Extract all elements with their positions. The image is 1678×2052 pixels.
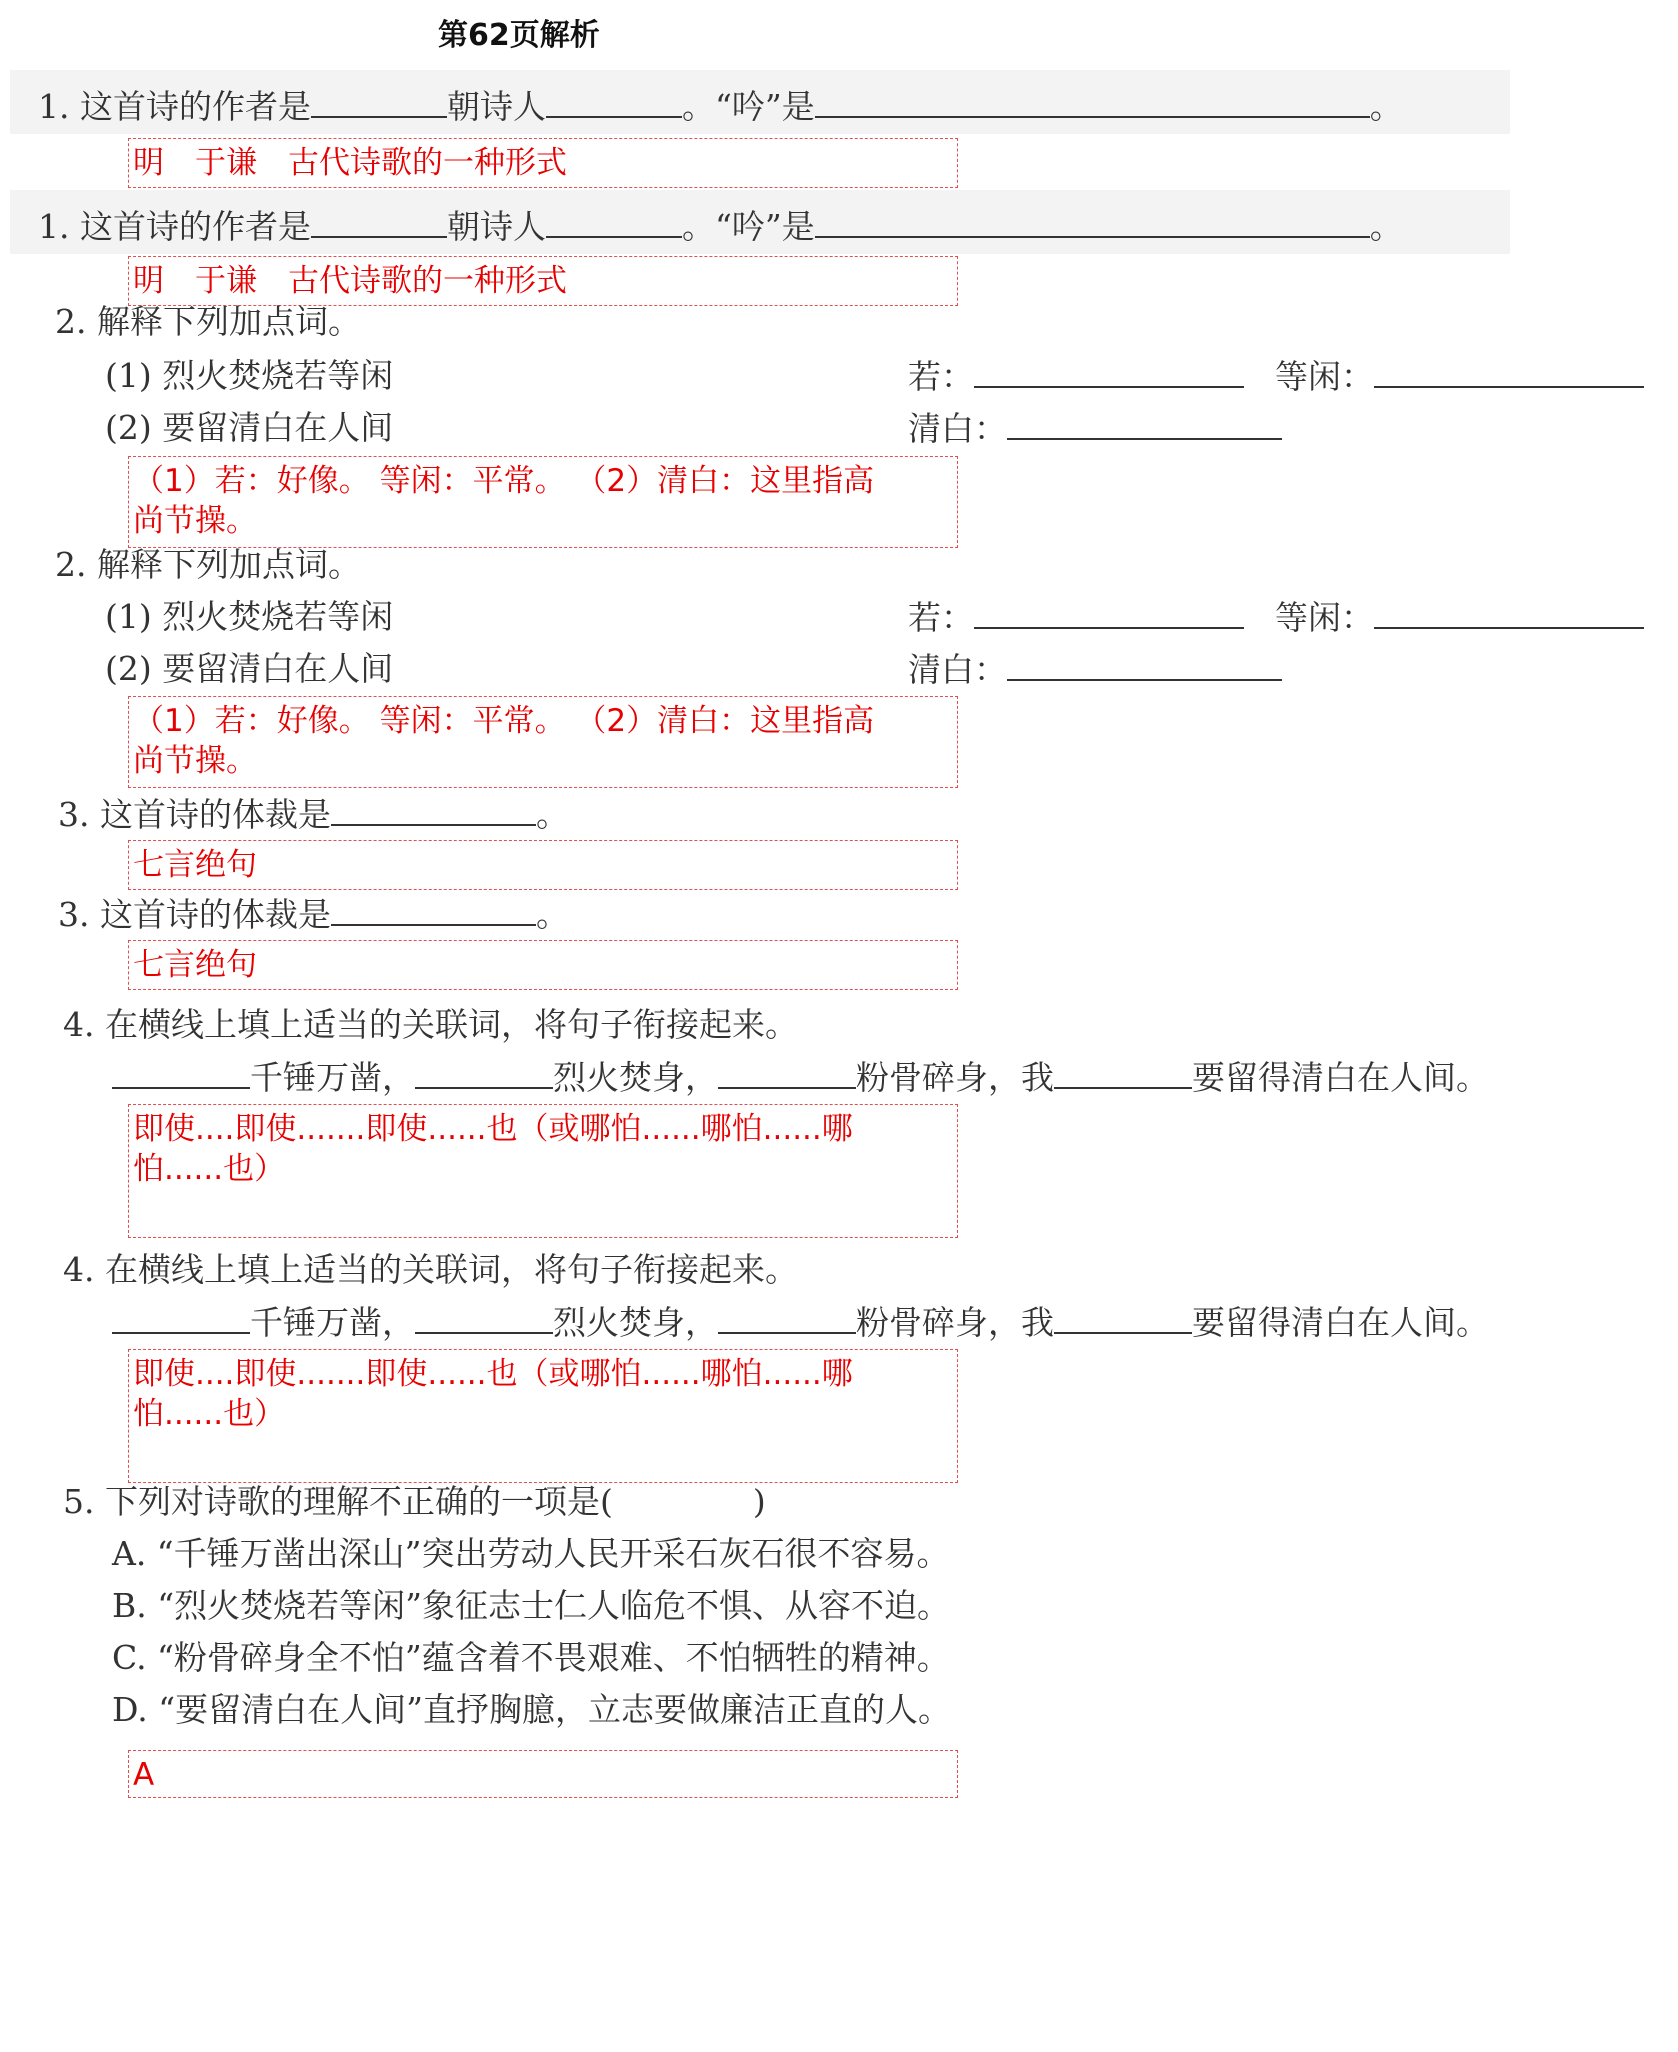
q3-text: 3. 这首诗的体裁是 bbox=[58, 795, 331, 834]
blank bbox=[718, 1057, 856, 1089]
question-3 bbox=[58, 794, 569, 835]
option-b: B. “烈火焚烧若等闲”象征志士仁人临危不惧、从容不迫。 bbox=[112, 1586, 950, 1625]
question-2-item-1: (1) 烈火焚烧若等闲 bbox=[105, 356, 394, 395]
question-2-heading: 2. 解释下列加点词。 bbox=[55, 545, 361, 584]
option-d: D. “要留清白在人间”直抒胸臆，立志要做廉洁正直的人。 bbox=[112, 1690, 952, 1729]
blank bbox=[1007, 408, 1282, 440]
answer-line: 即使....即使.......即使......也（或哪怕......哪怕......哪 bbox=[133, 1356, 853, 1392]
q4-part: 粉骨碎身，我 bbox=[856, 1303, 1054, 1342]
q4-part: 烈火焚身， bbox=[553, 1303, 718, 1342]
blank bbox=[112, 1057, 250, 1089]
answer-box-q3: 七言绝句 bbox=[128, 840, 958, 890]
option-a: A. “千锤万凿出深山”突出劳动人民开采石灰石很不容易。 bbox=[112, 1534, 950, 1573]
question-2-heading: 2. 解释下列加点词。 bbox=[55, 302, 361, 341]
q3-text-end: 。 bbox=[535, 795, 569, 834]
blank bbox=[1054, 1057, 1192, 1089]
q4-part: 千锤万凿， bbox=[250, 1303, 415, 1342]
question-1 bbox=[38, 86, 1403, 127]
answer-line: 尚节操。 bbox=[133, 503, 257, 539]
blank bbox=[546, 206, 682, 238]
q5-heading-end: ) bbox=[752, 1482, 766, 1521]
q4-part: 要留得清白在人间。 bbox=[1192, 1058, 1489, 1097]
label-dengxian bbox=[1275, 356, 1644, 397]
q4-part: 粉骨碎身，我 bbox=[856, 1058, 1054, 1097]
label-text: 等闲： bbox=[1275, 357, 1374, 396]
q1-text-a: 1. 这首诗的作者是 bbox=[38, 87, 311, 126]
label-text: 清白： bbox=[908, 650, 1007, 689]
blank bbox=[546, 86, 682, 118]
label-text: 等闲： bbox=[1275, 598, 1374, 637]
q1-text-b: 朝诗人 bbox=[446, 87, 546, 126]
q1-text-d: 。 bbox=[1369, 87, 1403, 126]
question-4-sentence bbox=[112, 1302, 1489, 1343]
answer-box-q1: 明 于谦 古代诗歌的一种形式 bbox=[128, 256, 958, 306]
question-3-repeat bbox=[58, 894, 569, 935]
label-qingbai bbox=[908, 649, 1282, 690]
answer-box-q1: 明 于谦 古代诗歌的一种形式 bbox=[128, 138, 958, 188]
answer-line: （1）若：好像。 等闲：平常。 （2）清白：这里指高 bbox=[133, 463, 875, 499]
label-text: 清白： bbox=[908, 409, 1007, 448]
answer-line: 即使....即使.......即使......也（或哪怕......哪怕......哪 bbox=[133, 1111, 853, 1147]
answer-line: 怕......也） bbox=[133, 1151, 286, 1187]
blank bbox=[1054, 1302, 1192, 1334]
answer-box-q3: 七言绝句 bbox=[128, 940, 958, 990]
question-4-sentence bbox=[112, 1057, 1489, 1098]
q3-text-end: 。 bbox=[535, 895, 569, 934]
question-2-item-2: (2) 要留清白在人间 bbox=[105, 649, 394, 688]
blank bbox=[311, 86, 447, 118]
answer-line: 怕......也） bbox=[133, 1396, 286, 1432]
q1-text-d: 。 bbox=[1369, 207, 1403, 246]
blank bbox=[331, 894, 536, 926]
label-text: 若： bbox=[908, 357, 974, 396]
answer-line: 尚节操。 bbox=[133, 743, 257, 779]
label-ruo bbox=[908, 356, 1244, 397]
q1-text-b: 朝诗人 bbox=[446, 207, 546, 246]
answer-box-q4 bbox=[128, 1104, 958, 1238]
question-2-item-1: (1) 烈火焚烧若等闲 bbox=[105, 597, 394, 636]
q5-heading-text: 5. 下列对诗歌的理解不正确的一项是( bbox=[63, 1482, 613, 1521]
blank bbox=[112, 1302, 250, 1334]
question-1-repeat bbox=[38, 206, 1403, 247]
blank bbox=[1374, 597, 1644, 629]
label-text: 若： bbox=[908, 598, 974, 637]
q1-text-c: 。“吟”是 bbox=[681, 207, 815, 246]
blank bbox=[1374, 356, 1644, 388]
blank bbox=[415, 1302, 553, 1334]
q4-part: 要留得清白在人间。 bbox=[1192, 1303, 1489, 1342]
answer-box-q5: A bbox=[128, 1750, 958, 1798]
blank bbox=[1007, 649, 1282, 681]
option-c: C. “粉骨碎身全不怕”蕴含着不畏艰难、不怕牺牲的精神。 bbox=[112, 1638, 950, 1677]
question-4-heading: 4. 在横线上填上适当的关联词，将句子衔接起来。 bbox=[63, 1250, 798, 1289]
blank bbox=[331, 794, 536, 826]
question-5-heading bbox=[63, 1482, 766, 1522]
q1-text-a: 1. 这首诗的作者是 bbox=[38, 207, 311, 246]
blank bbox=[974, 356, 1244, 388]
label-ruo bbox=[908, 597, 1244, 638]
blank bbox=[815, 206, 1370, 238]
label-qingbai bbox=[908, 408, 1282, 449]
answer-box-q2 bbox=[128, 696, 958, 788]
blank bbox=[718, 1302, 856, 1334]
label-dengxian bbox=[1275, 597, 1644, 638]
blank bbox=[815, 86, 1370, 118]
answer-line: （1）若：好像。 等闲：平常。 （2）清白：这里指高 bbox=[133, 703, 875, 739]
blank bbox=[415, 1057, 553, 1089]
question-2-item-2: (2) 要留清白在人间 bbox=[105, 408, 394, 447]
q3-text: 3. 这首诗的体裁是 bbox=[58, 895, 331, 934]
blank bbox=[311, 206, 447, 238]
answer-box-q4 bbox=[128, 1349, 958, 1483]
q4-part: 烈火焚身， bbox=[553, 1058, 718, 1097]
answer-box-q2 bbox=[128, 456, 958, 548]
q1-text-c: 。“吟”是 bbox=[681, 87, 815, 126]
blank bbox=[974, 597, 1244, 629]
page-title: 第62页解析 bbox=[438, 18, 600, 53]
question-4-heading: 4. 在横线上填上适当的关联词，将句子衔接起来。 bbox=[63, 1005, 798, 1044]
q4-part: 千锤万凿， bbox=[250, 1058, 415, 1097]
